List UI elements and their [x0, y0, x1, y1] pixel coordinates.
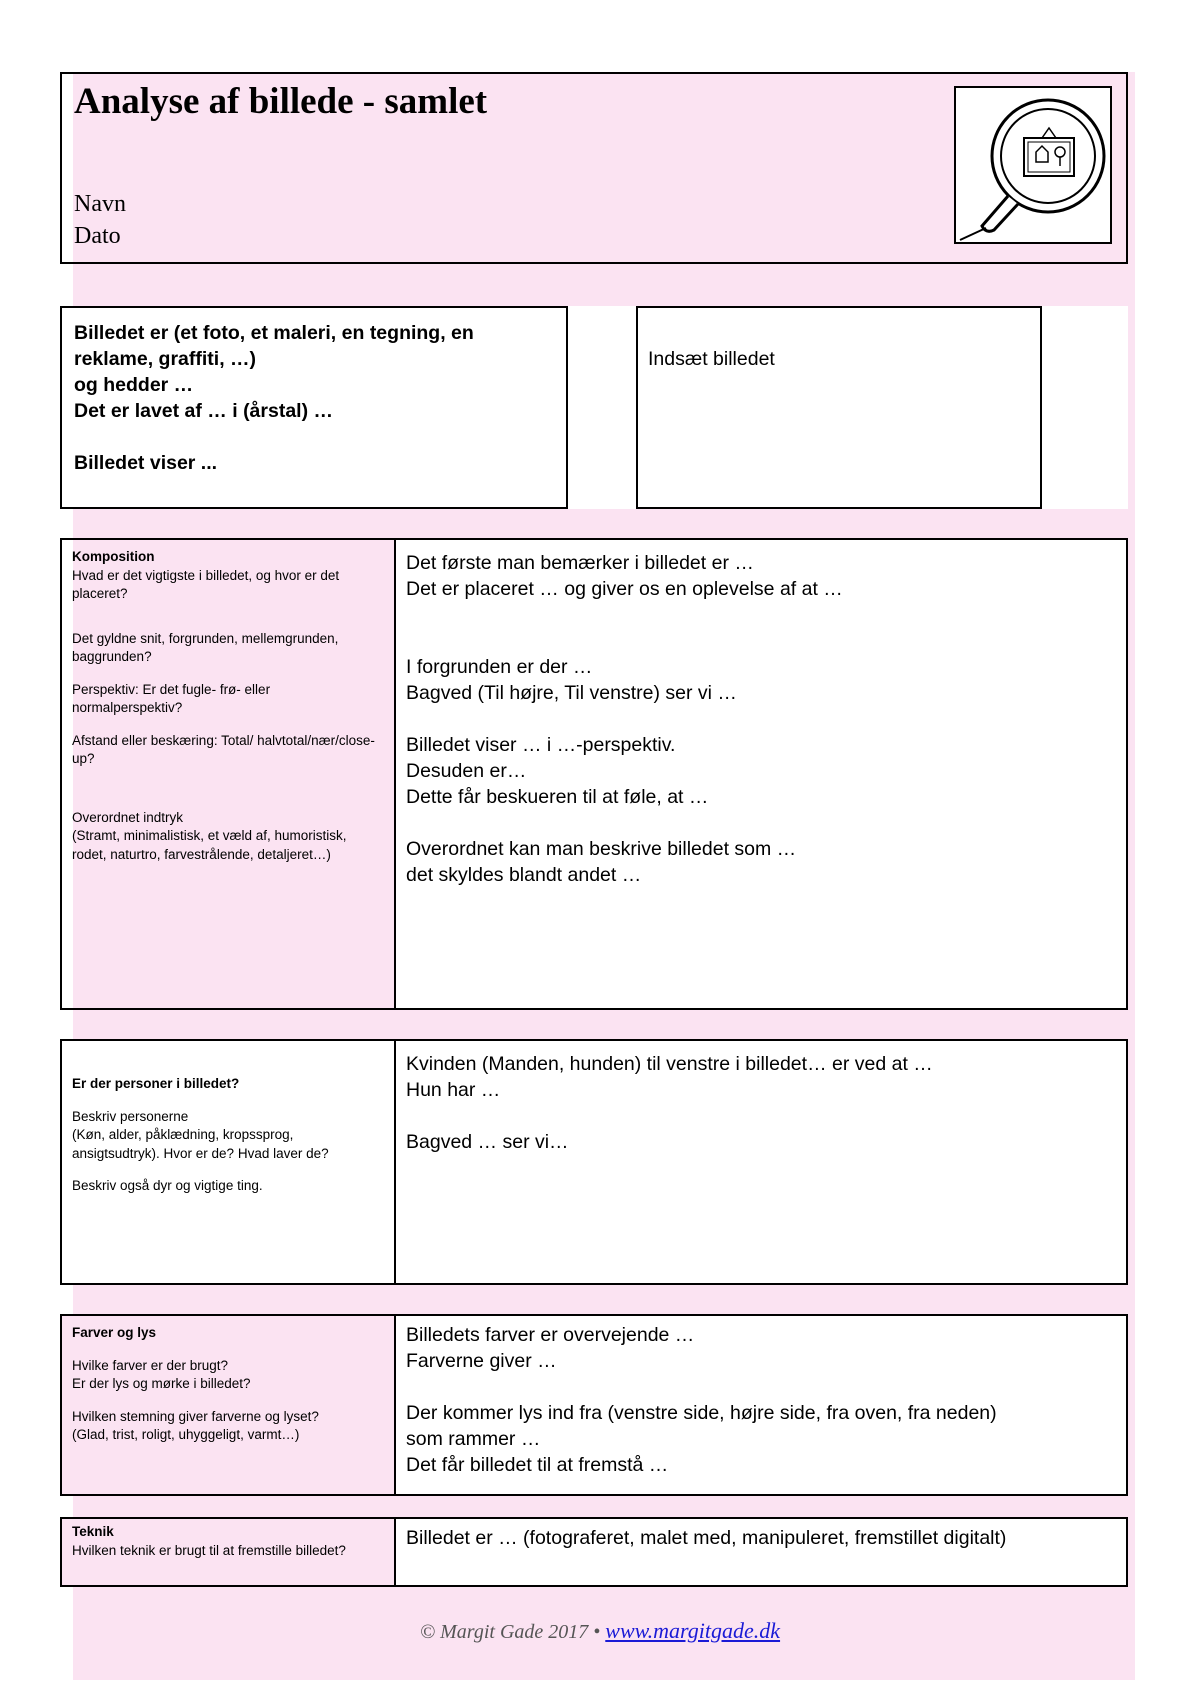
- answer-line: Billedet viser … i …-perspektiv.: [406, 734, 676, 756]
- answer-line: som rammer …: [406, 1428, 541, 1450]
- image-placeholder[interactable]: [636, 306, 1042, 509]
- section-heading: Er der personer i billedet?: [72, 1076, 240, 1091]
- komposition-questions: [62, 540, 396, 1008]
- section-heading: Teknik: [72, 1524, 114, 1539]
- copyright-text: © Margit Gade 2017 •: [419, 1621, 601, 1643]
- question: (Glad, trist, roligt, uhyggeligt, varmt…): [72, 1427, 300, 1442]
- info-text: [74, 320, 474, 476]
- answer-line: Desuden er…: [406, 760, 527, 782]
- question: Beskriv også dyr og vigtige ting.: [72, 1178, 263, 1193]
- date-label: Dato: [74, 223, 121, 249]
- answer-line: Der kommer lys ind fra (venstre side, højre side, fra oven, fra neden): [406, 1402, 997, 1424]
- question: (Køn, alder, påklædning, kropssprog, ansigtsudtryk). Hvor er de? Hvad laver de?: [72, 1127, 329, 1161]
- question: Er der lys og mørke i billedet?: [72, 1376, 251, 1391]
- header-fields: [74, 188, 126, 252]
- answer-line: det skyldes blandt andet …: [406, 864, 642, 886]
- answer-line: I forgrunden er der …: [406, 656, 593, 678]
- question: (Stramt, minimalistisk, et væld af, humoristisk, rodet, naturtro, farvestrålende, detaljeret…): [72, 828, 347, 862]
- header-box: [60, 72, 1128, 264]
- question: Hvilken teknik er brugt til at fremstille billedet?: [72, 1542, 346, 1558]
- website-link[interactable]: www.margitgade.dk: [605, 1618, 781, 1643]
- spacer: [1042, 306, 1128, 509]
- personer-questions: [62, 1041, 396, 1283]
- question: Perspektiv: Er det fugle- frø- eller normalperspektiv?: [72, 681, 271, 715]
- komposition-answers[interactable]: [396, 540, 1126, 1008]
- teknik-answers[interactable]: [396, 1519, 1126, 1585]
- section-personer: [60, 1039, 1128, 1285]
- farver-answers[interactable]: [396, 1316, 1126, 1494]
- section-farver: [60, 1314, 1128, 1496]
- info-line: Billedet viser ...: [74, 452, 218, 474]
- personer-answers[interactable]: [396, 1041, 1126, 1283]
- answer-line: Dette får beskueren til at føle, at …: [406, 786, 709, 808]
- info-line: og hedder …: [74, 374, 194, 396]
- answer-line: Billedet er … (fotograferet, malet med, manipuleret, fremstillet digitalt): [406, 1527, 1007, 1549]
- info-line: Billedet er (et foto, et maleri, en tegning, en: [74, 322, 474, 344]
- answer-line: Bagved … ser vi…: [406, 1131, 569, 1153]
- magnifier-picture-icon: [954, 86, 1112, 244]
- answer-line: Bagved (Til højre, Til venstre) ser vi …: [406, 682, 737, 704]
- page-title: Analyse af billede - samlet: [74, 81, 488, 122]
- info-line: reklame, graffiti, …): [74, 348, 257, 370]
- answer-line: Overordnet kan man beskrive billedet som …: [406, 838, 797, 860]
- section-teknik: [60, 1517, 1128, 1587]
- answer-line: Farverne giver …: [406, 1350, 557, 1372]
- question: Hvilken stemning giver farverne og lyset?: [72, 1408, 319, 1424]
- question: Afstand eller beskæring: Total/ halvtotal/nær/close-up?: [72, 732, 375, 766]
- question: Det gyldne snit, forgrunden, mellemgrunden, baggrunden?: [72, 630, 339, 664]
- section-heading: Komposition: [72, 549, 155, 564]
- answer-line: Kvinden (Manden, hunden) til venstre i billedet… er ved at …: [406, 1053, 933, 1075]
- section-komposition: [60, 538, 1128, 1010]
- info-line: Det er lavet af … i (årstal) …: [74, 400, 334, 422]
- farver-questions: [62, 1316, 396, 1494]
- question: Beskriv personerne: [72, 1108, 189, 1124]
- image-placeholder-label: Indsæt billedet: [648, 348, 775, 370]
- answer-line: Det første man bemærker i billedet er …: [406, 552, 754, 574]
- answer-line: Billedets farver er overvejende …: [406, 1324, 695, 1346]
- answer-line: Hun har …: [406, 1079, 501, 1101]
- teknik-questions: [62, 1519, 396, 1585]
- info-box: [60, 306, 568, 509]
- name-label: Navn: [74, 191, 126, 217]
- section-heading: Farver og lys: [72, 1325, 157, 1340]
- question: Hvilke farver er der brugt?: [72, 1357, 229, 1373]
- spacer: [568, 306, 636, 509]
- question: Hvad er det vigtigste i billedet, og hvor er det placeret?: [72, 567, 340, 601]
- footer: [0, 1618, 1200, 1644]
- question: Overordnet indtryk: [72, 809, 184, 825]
- answer-line: Det er placeret … og giver os en oplevelse af at …: [406, 578, 843, 600]
- answer-line: Det får billedet til at fremstå …: [406, 1454, 669, 1476]
